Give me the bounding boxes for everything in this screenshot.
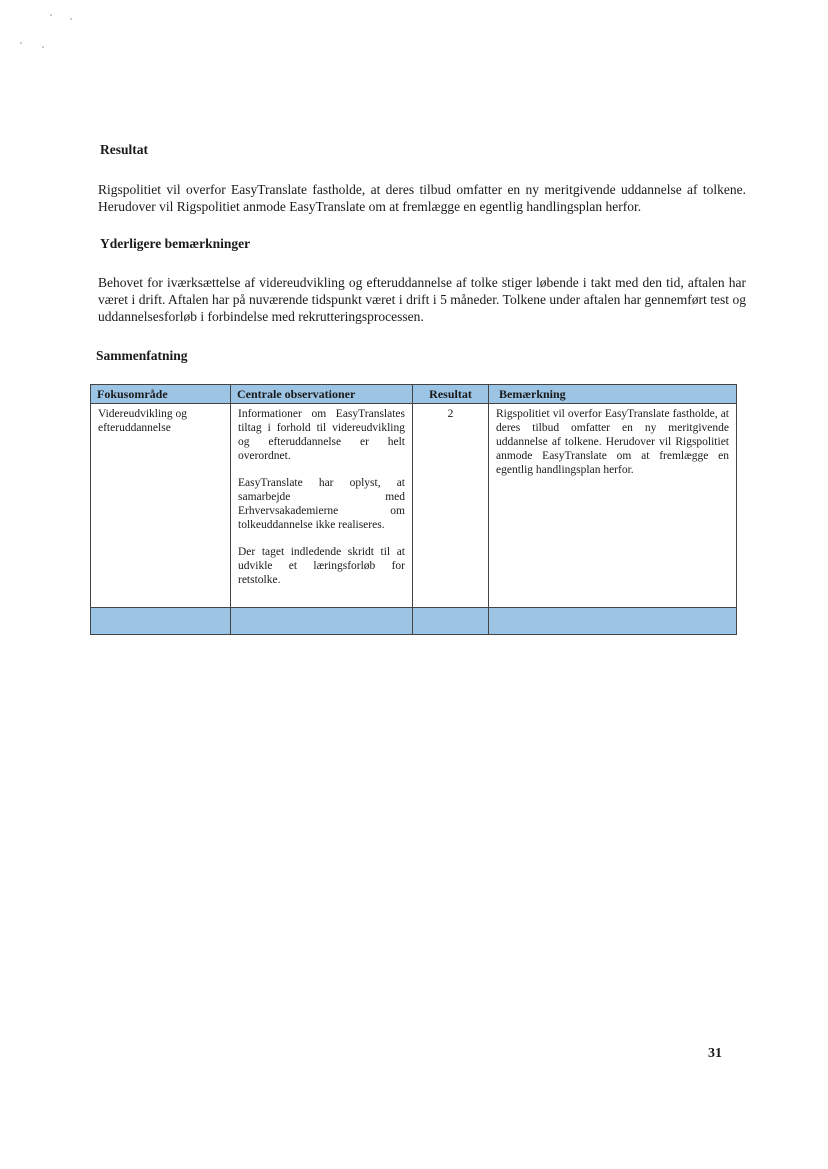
observation-2: EasyTranslate har oplyst, at samarbejde med Erhvervsakademierne om tolkeuddannelse ikke realiseres. xyxy=(238,477,405,531)
observation-1: Informationer om EasyTranslates tiltag i forhold til videreudvikling og efteruddannelse er helt overordnet. xyxy=(238,408,405,462)
section-heading-yderligere: Yderligere bemærkninger xyxy=(100,236,251,251)
section-heading-sammenfatning: Sammenfatning xyxy=(96,348,188,363)
page-number: 31 xyxy=(708,1046,722,1061)
paragraph-yderligere: Behovet for iværksættelse af videreudvikling og efteruddannelse af tolke stiger løbende i takt med den tid, aftalen har været i drift. Aftalen har på nuværende tidspunkt været i drift i 5 måneder. Tolkene under aftalen har gennemført test og uddannelsesforløb i forbindelse med rekrutteringsprocessen. xyxy=(98,275,746,324)
scan-speck xyxy=(70,18,72,20)
cell-observationer xyxy=(238,407,405,600)
summary-table xyxy=(90,384,737,635)
section-heading-resultat: Resultat xyxy=(100,142,148,157)
header-observationer: Centrale observationer xyxy=(237,387,356,401)
column-observationer xyxy=(231,385,413,634)
paragraph-resultat: Rigspolitiet vil overfor EasyTranslate fastholde, at deres tilbud omfatter en ny meritgivende uddannelse af tolkene. Herudover vil Rigspolitiet anmode EasyTranslate om at fremlægge en egentlig handlingsplan herfor. xyxy=(98,182,746,214)
column-resultat xyxy=(413,385,489,634)
column-fokus xyxy=(91,385,231,634)
observation-3: Der taget indledende skridt til at udvikle et læringsforløb for retstolke. xyxy=(238,546,405,586)
column-bemaerkning xyxy=(489,385,736,634)
scan-speck xyxy=(42,46,44,48)
header-bemaerkning: Bemærkning xyxy=(499,387,566,401)
scan-speck xyxy=(50,14,52,16)
cell-resultat: 2 xyxy=(447,408,454,420)
scan-speck xyxy=(20,42,22,44)
cell-bemaerkning: Rigspolitiet vil overfor EasyTranslate fastholde, at deres tilbud omfatter en ny meritgivende uddannelse af tolkene. Herudover vil Rigspolitiet anmode EasyTranslate om at fremlægge en egentlig handlingsplan herfor. xyxy=(496,408,729,476)
cell-fokus: Videreudvikling og efteruddannelse xyxy=(98,408,188,434)
header-fokus: Fokusområde xyxy=(97,387,168,401)
header-resultat: Resultat xyxy=(429,387,472,401)
